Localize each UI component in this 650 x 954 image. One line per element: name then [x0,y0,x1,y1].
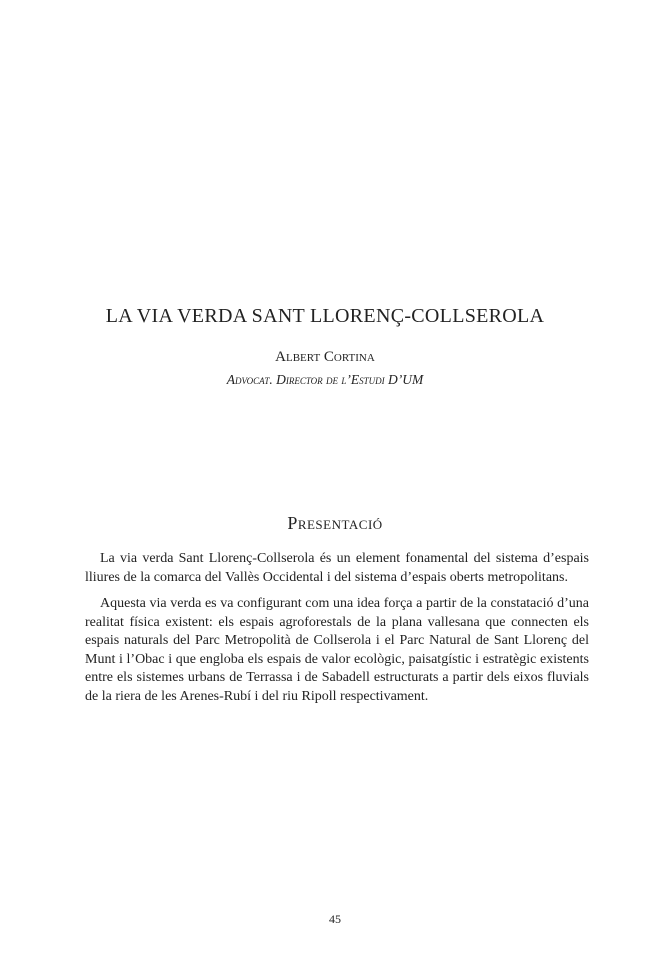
paragraph-1: La via verda Sant Llorenç-Collserola és un element fonamental del sistema d’espais lliures de la comarca del Vallès Occidental i del sistema d’espais oberts metropolitans. [85,551,589,585]
section-heading: Presentació [287,513,383,533]
author-affiliation: Advocat. Director de l’Estudi D’UM [226,372,424,387]
body-text [85,550,589,714]
author-name: Albert Cortina [275,349,375,365]
page-number: 45 [329,912,341,926]
paragraph-2: Aquesta via verda es va configurant com una idea força a partir de la constatació d’una realitat física existent: els espais agroforestals de la plana vallesana que connecten els espais naturals del Parc Metropolità de Collserola i el Parc Natural de Sant Llorenç del Munt i l’Obac i que engloba els espais de valor ecològic, paisatgístic i estratègic existents entre els sistemes urbans de Terrassa i de Sabadell estructurats a partir dels eixos fluvials de la riera de les Arenes-Rubí i del riu Ripoll respectivament. [85,596,589,704]
article-title: LA VIA VERDA SANT LLORENÇ-COLLSEROLA [105,305,545,327]
